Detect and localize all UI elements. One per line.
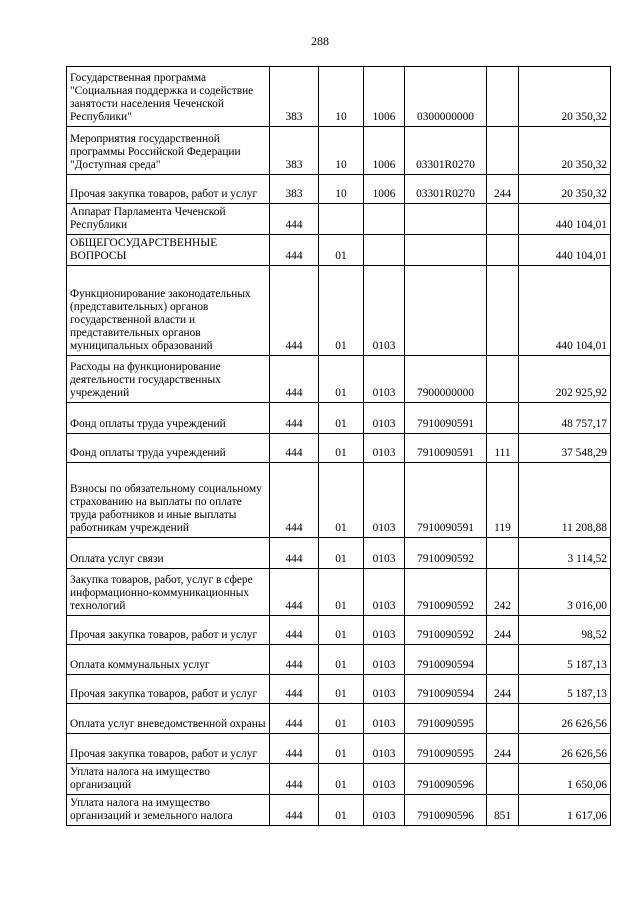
amount: 11 208,88 [519,463,611,538]
amount: 1 617,06 [519,795,611,826]
target-article-code: 7910090592 [405,538,487,569]
row-name: Фонд оплаты труда учреждений [67,403,270,434]
expense-type-code: 244 [487,616,519,645]
target-article-code: 7910090596 [405,764,487,795]
target-article-code: 7910090592 [405,569,487,616]
grbs-code: 444 [270,734,319,764]
expense-type-code: 111 [487,434,519,463]
section-code: 10 [319,175,364,204]
expense-type-code: 244 [487,734,519,764]
row-name: Уплата налога на имущество организаций [67,764,270,795]
expense-type-code [487,67,519,127]
row-name: Расходы на функционирование деятельности государственных учреждений [67,356,270,403]
table-row [67,67,611,127]
table-row [67,434,611,463]
subsection-code: 0103 [364,616,405,645]
expense-type-code [487,403,519,434]
subsection-code: 1006 [364,127,405,175]
expense-type-code: 244 [487,175,519,204]
section-code: 01 [319,704,364,734]
amount: 440 104,01 [519,204,611,235]
table-row [67,403,611,434]
row-name: ОБЩЕГОСУДАРСТВЕННЫЕ ВОПРОСЫ [67,235,270,266]
target-article-code: 7910090592 [405,616,487,645]
section-code: 01 [319,235,364,266]
table-row [67,463,611,538]
row-name: Уплата налога на имущество организаций и земельного налога [67,795,270,826]
grbs-code: 383 [270,175,319,204]
amount: 5 187,13 [519,645,611,675]
table-row [67,204,611,235]
section-code: 01 [319,795,364,826]
amount: 26 626,56 [519,734,611,764]
subsection-code: 0103 [364,675,405,704]
row-name: Мероприятия государственной программы Российской Федерации "Доступная среда" [67,127,270,175]
grbs-code: 444 [270,704,319,734]
target-article-code: 03301R0270 [405,127,487,175]
section-code: 01 [319,645,364,675]
section-code: 01 [319,266,364,356]
grbs-code: 444 [270,795,319,826]
amount: 1 650,06 [519,764,611,795]
grbs-code: 383 [270,127,319,175]
amount: 20 350,32 [519,67,611,127]
row-name: Аппарат Парламента Чеченской Республики [67,204,270,235]
subsection-code: 0103 [364,704,405,734]
subsection-code: 0103 [364,795,405,826]
amount: 20 350,32 [519,175,611,204]
grbs-code: 444 [270,645,319,675]
table-row [67,675,611,704]
table-row [67,356,611,403]
expense-type-code [487,764,519,795]
table-row [67,734,611,764]
grbs-code: 444 [270,569,319,616]
target-article-code: 7910090591 [405,463,487,538]
expense-type-code [487,704,519,734]
expense-type-code [487,645,519,675]
row-name: Фонд оплаты труда учреждений [67,434,270,463]
grbs-code: 444 [270,266,319,356]
section-code: 01 [319,616,364,645]
target-article-code: 7910090591 [405,434,487,463]
grbs-code: 444 [270,675,319,704]
row-name: Функционирование законодательных (представительных) органов государственной власти и представительных органов муниципальных образований [67,266,270,356]
grbs-code: 444 [270,616,319,645]
subsection-code: 0103 [364,463,405,538]
grbs-code: 444 [270,235,319,266]
subsection-code: 0103 [364,538,405,569]
table-row [67,569,611,616]
section-code: 01 [319,403,364,434]
section-code [319,204,364,235]
grbs-code: 444 [270,463,319,538]
expense-type-code: 119 [487,463,519,538]
amount: 3 114,52 [519,538,611,569]
expense-type-code [487,356,519,403]
target-article-code: 7910090595 [405,704,487,734]
expense-type-code [487,538,519,569]
expense-type-code [487,266,519,356]
subsection-code: 0103 [364,734,405,764]
expense-type-code: 242 [487,569,519,616]
row-name: Прочая закупка товаров, работ и услуг [67,616,270,645]
section-code: 01 [319,734,364,764]
row-name: Оплата услуг связи [67,538,270,569]
amount: 26 626,56 [519,704,611,734]
row-name: Государственная программа "Социальная поддержка и содействие занятости населения Чеченской Республики" [67,67,270,127]
amount: 20 350,32 [519,127,611,175]
subsection-code [364,235,405,266]
target-article-code [405,235,487,266]
subsection-code: 0103 [364,356,405,403]
row-name: Взносы по обязательному социальному страхованию на выплаты по оплате труда работников и иные выплаты работникам учреждений [67,463,270,538]
table-row [67,538,611,569]
section-code: 01 [319,538,364,569]
amount: 37 548,29 [519,434,611,463]
expense-type-code [487,127,519,175]
expense-type-code: 851 [487,795,519,826]
table-row [67,795,611,826]
target-article-code: 7910090591 [405,403,487,434]
grbs-code: 444 [270,434,319,463]
amount: 98,52 [519,616,611,645]
row-name: Оплата услуг вневедомственной охраны [67,704,270,734]
target-article-code [405,204,487,235]
amount: 440 104,01 [519,235,611,266]
target-article-code: 7900000000 [405,356,487,403]
section-code: 01 [319,569,364,616]
row-name: Оплата коммунальных услуг [67,645,270,675]
expense-type-code: 244 [487,675,519,704]
target-article-code [405,266,487,356]
subsection-code: 0103 [364,266,405,356]
table-row [67,266,611,356]
grbs-code: 444 [270,538,319,569]
grbs-code: 444 [270,764,319,795]
grbs-code: 444 [270,403,319,434]
section-code: 01 [319,675,364,704]
target-article-code: 7910090594 [405,645,487,675]
section-code: 01 [319,764,364,795]
expense-type-code [487,235,519,266]
target-article-code: 03301R0270 [405,175,487,204]
amount: 5 187,13 [519,675,611,704]
target-article-code: 7910090595 [405,734,487,764]
row-name: Прочая закупка товаров, работ и услуг [67,675,270,704]
amount: 3 016,00 [519,569,611,616]
section-code: 01 [319,434,364,463]
subsection-code: 1006 [364,67,405,127]
subsection-code: 1006 [364,175,405,204]
section-code: 01 [319,356,364,403]
subsection-code: 0103 [364,569,405,616]
subsection-code [364,204,405,235]
grbs-code: 444 [270,204,319,235]
grbs-code: 383 [270,67,319,127]
target-article-code: 0300000000 [405,67,487,127]
target-article-code: 7910090596 [405,795,487,826]
table-row [67,645,611,675]
grbs-code: 444 [270,356,319,403]
amount: 202 925,92 [519,356,611,403]
section-code: 10 [319,127,364,175]
page-number: 288 [311,34,329,48]
table-row [67,235,611,266]
subsection-code: 0103 [364,434,405,463]
amount: 48 757,17 [519,403,611,434]
section-code: 10 [319,67,364,127]
expense-type-code [487,204,519,235]
row-name: Прочая закупка товаров, работ и услуг [67,734,270,764]
table-row [67,616,611,645]
row-name: Прочая закупка товаров, работ и услуг [67,175,270,204]
table-row [67,764,611,795]
row-name: Закупка товаров, работ, услуг в сфере информационно-коммуникационных технологий [67,569,270,616]
table-row [67,704,611,734]
subsection-code: 0103 [364,403,405,434]
budget-table [66,66,611,826]
target-article-code: 7910090594 [405,675,487,704]
subsection-code: 0103 [364,645,405,675]
table-row [67,127,611,175]
amount: 440 104,01 [519,266,611,356]
subsection-code: 0103 [364,764,405,795]
table-row [67,175,611,204]
section-code: 01 [319,463,364,538]
